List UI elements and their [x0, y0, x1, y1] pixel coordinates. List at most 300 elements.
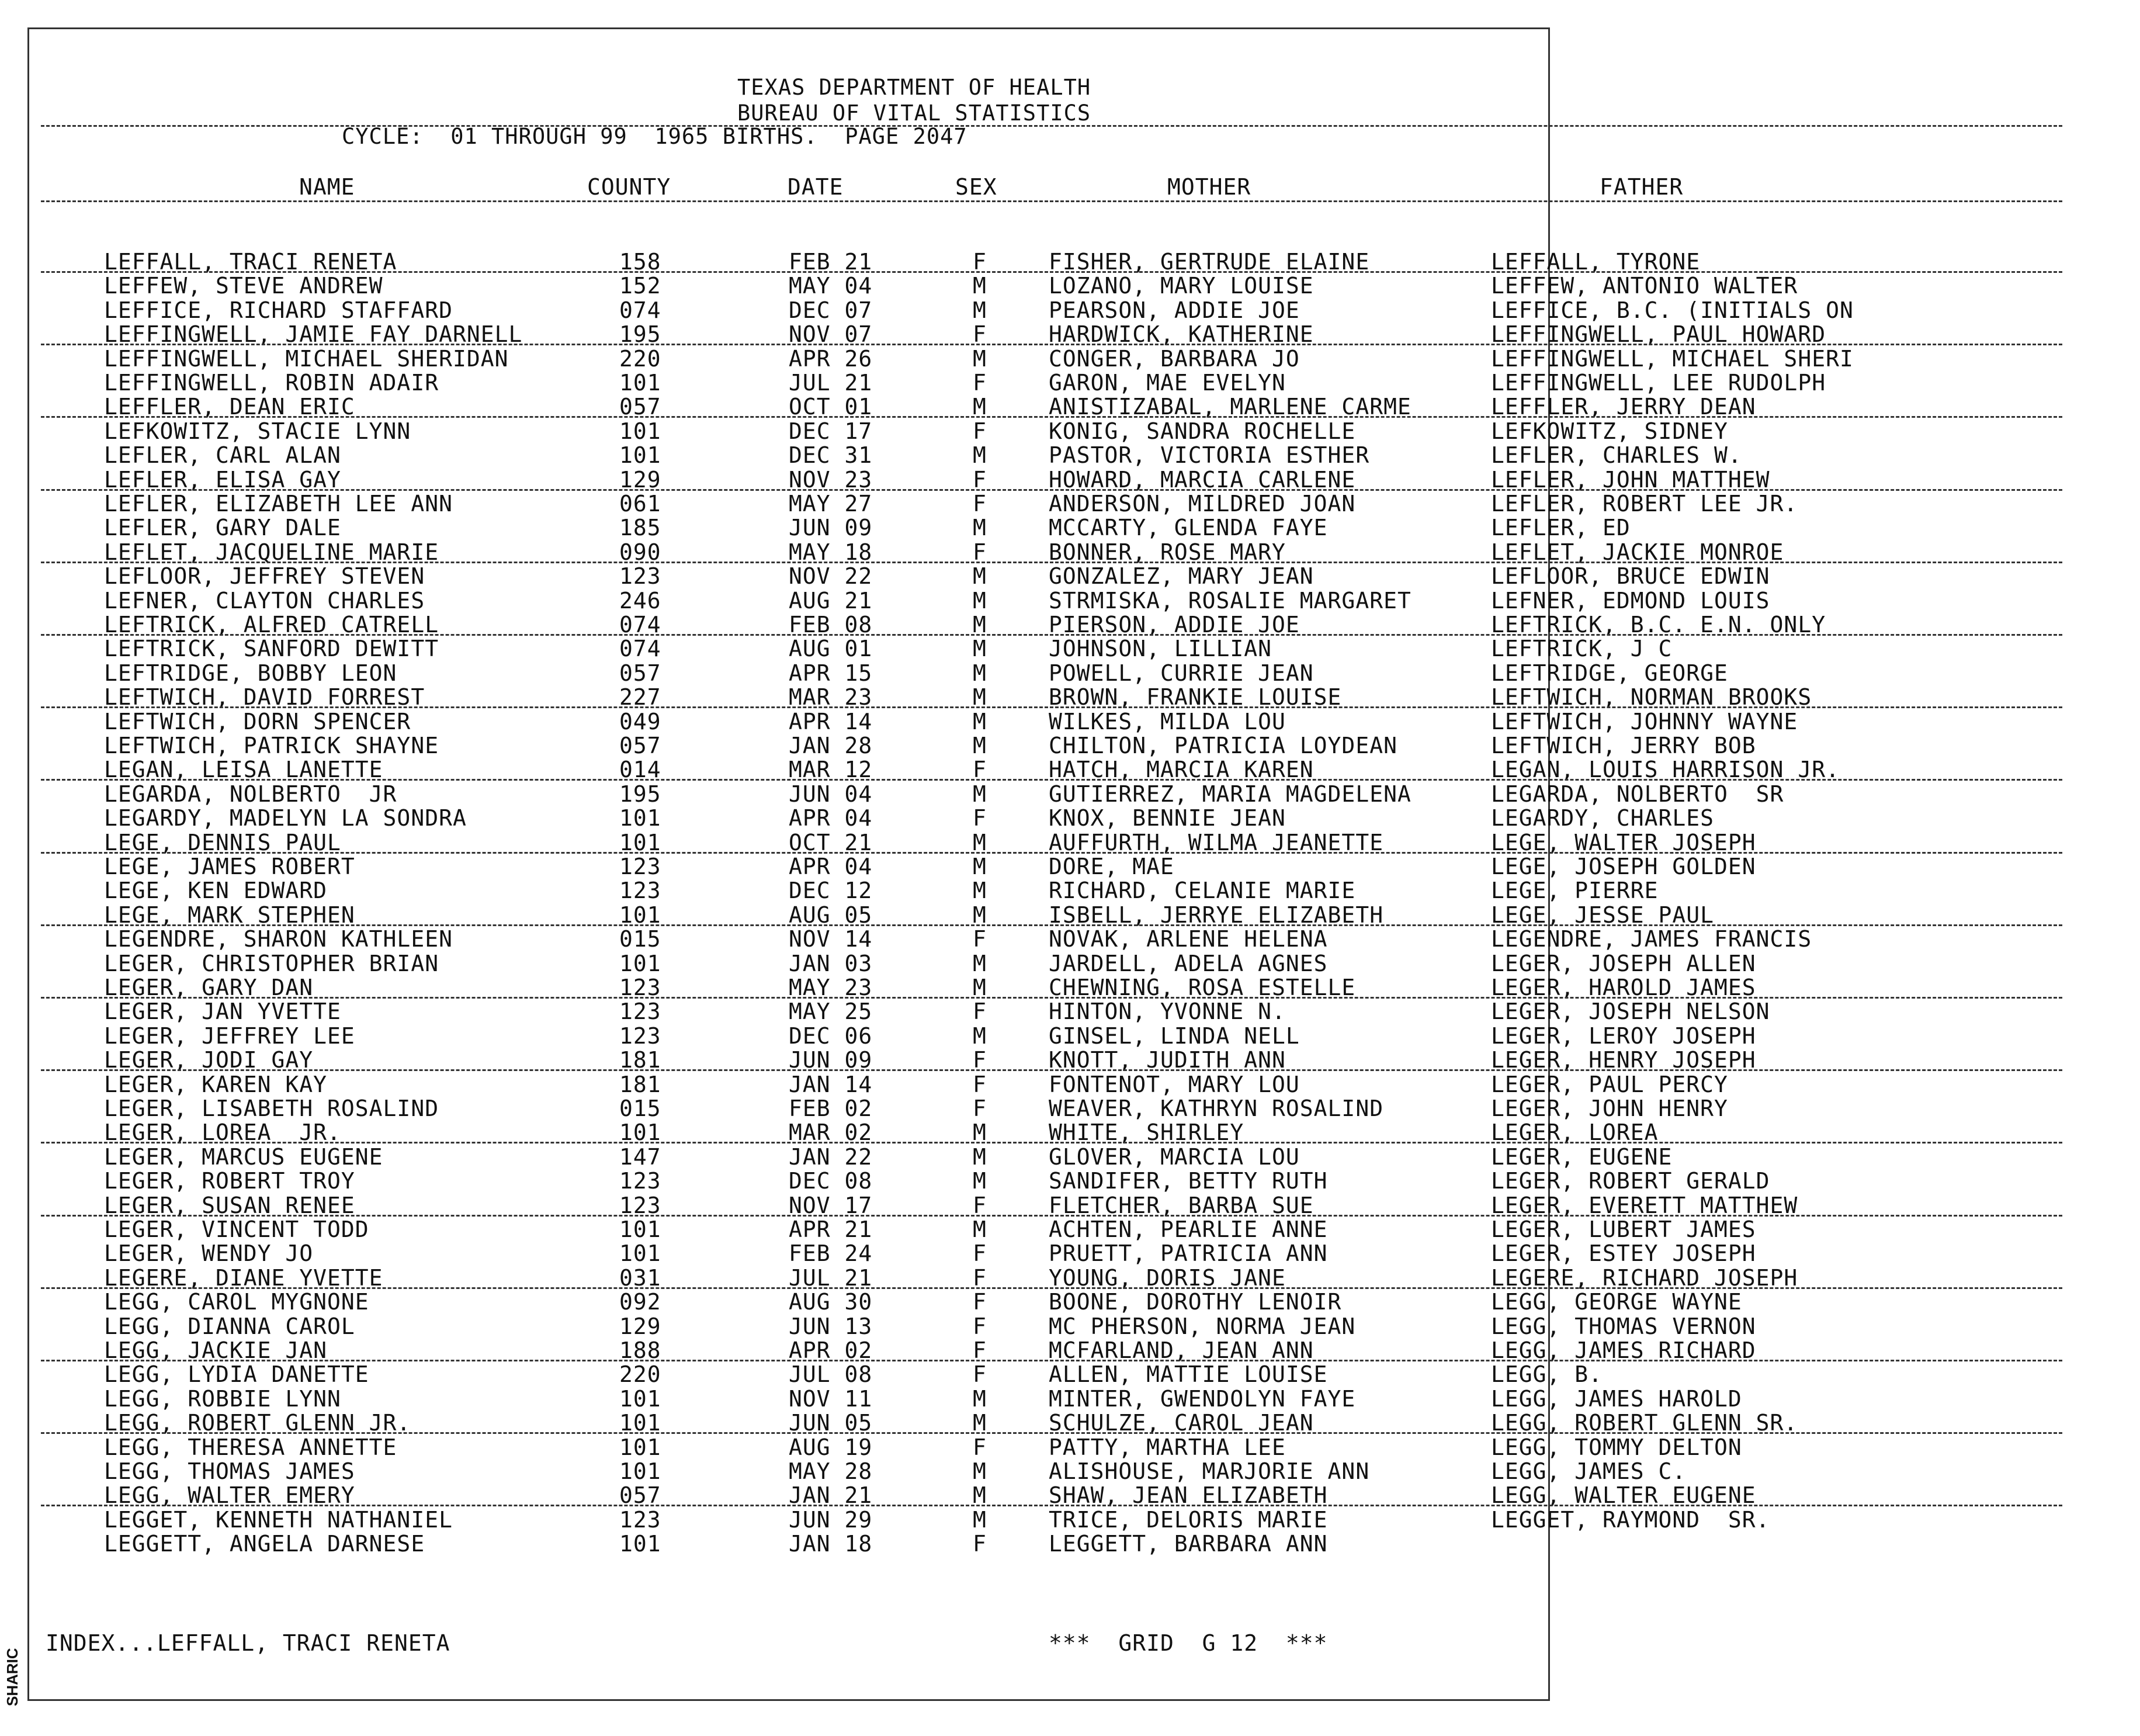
- cell-date: APR 02: [789, 1337, 873, 1363]
- cell-name: LEGER, SUSAN RENEE: [104, 1193, 355, 1218]
- cell-name: LEGER, JEFFREY LEE: [104, 1023, 355, 1049]
- cell-mother: FONTENOT, MARY LOU: [1049, 1072, 1300, 1097]
- cell-mother: ALISHOUSE, MARJORIE ANN: [1049, 1458, 1370, 1484]
- cell-mother: WHITE, SHIRLEY: [1049, 1120, 1244, 1145]
- cell-county: 074: [619, 297, 661, 323]
- cell-date: JAN 18: [789, 1531, 873, 1557]
- table-row: [0, 1387, 2140, 1411]
- cell-father: LEGG, THOMAS VERNON: [1491, 1314, 1756, 1339]
- cell-sex: M: [973, 854, 987, 879]
- cell-name: LEFNER, CLAYTON CHARLES: [104, 588, 425, 614]
- cell-mother: ALLEN, MATTIE LOUISE: [1049, 1361, 1328, 1387]
- cell-county: 181: [619, 1047, 661, 1073]
- cell-date: FEB 21: [789, 249, 873, 275]
- cell-county: 129: [619, 1314, 661, 1339]
- table-row: [0, 1290, 2140, 1314]
- cell-father: LEGE, JESSE PAUL: [1491, 902, 1715, 928]
- row-divider: [41, 1505, 2062, 1506]
- table-row: [0, 1024, 2140, 1048]
- cell-date: MAY 25: [789, 999, 873, 1024]
- cell-sex: F: [973, 926, 987, 952]
- table-row: [0, 540, 2140, 564]
- cell-name: LEGARDA, NOLBERTO JR: [104, 781, 397, 807]
- cell-date: OCT 01: [789, 394, 873, 420]
- cell-mother: MCCARTY, GLENDA FAYE: [1049, 515, 1328, 540]
- table-row: [0, 927, 2140, 951]
- cell-mother: HATCH, MARCIA KAREN: [1049, 757, 1314, 782]
- cell-sex: M: [973, 515, 987, 540]
- row-divider: [41, 779, 2062, 781]
- cell-name: LEFFINGWELL, ROBIN ADAIR: [104, 370, 439, 396]
- cell-name: LEGE, JAMES ROBERT: [104, 854, 355, 879]
- cell-date: APR 21: [789, 1217, 873, 1242]
- cell-sex: F: [973, 1047, 987, 1073]
- cell-mother: CONGER, BARBARA JO: [1049, 346, 1300, 372]
- cell-sex: M: [973, 902, 987, 928]
- cell-sex: M: [973, 346, 987, 372]
- table-row: [0, 492, 2140, 516]
- table-row: [0, 1436, 2140, 1460]
- table-row: [0, 952, 2140, 976]
- cell-sex: M: [973, 1217, 987, 1242]
- cell-sex: F: [973, 370, 987, 396]
- cell-sex: M: [973, 830, 987, 855]
- row-divider: [41, 1432, 2062, 1434]
- cell-date: DEC 06: [789, 1023, 873, 1049]
- cell-father: LEFTWICH, JOHNNY WAYNE: [1491, 709, 1798, 734]
- cell-mother: PIERSON, ADDIE JOE: [1049, 612, 1300, 637]
- table-row: [0, 1000, 2140, 1024]
- cell-county: 090: [619, 539, 661, 565]
- cell-father: LEFLOOR, BRUCE EDWIN: [1491, 563, 1770, 589]
- cell-father: LEFLET, JACKIE MONROE: [1491, 539, 1784, 565]
- cell-county: 101: [619, 830, 661, 855]
- cell-father: LEGER, LEROY JOSEPH: [1491, 1023, 1756, 1049]
- cell-mother: BROWN, FRANKIE LOUISE: [1049, 684, 1342, 710]
- cell-name: LEGER, MARCUS EUGENE: [104, 1144, 383, 1170]
- cell-father: LEGER, ROBERT GERALD: [1491, 1168, 1770, 1194]
- column-header-sex: SEX: [955, 174, 997, 200]
- cell-father: LEGER, PAUL PERCY: [1491, 1072, 1728, 1097]
- cell-name: LEGE, MARK STEPHEN: [104, 902, 355, 928]
- table-row: [0, 1339, 2140, 1363]
- cell-county: 158: [619, 249, 661, 275]
- cell-father: LEFLER, JOHN MATTHEW: [1491, 467, 1770, 493]
- cell-father: LEFFEW, ANTONIO WALTER: [1491, 273, 1798, 299]
- cell-father: LEGER, JOSEPH ALLEN: [1491, 951, 1756, 976]
- cell-mother: AUFFURTH, WILMA JEANETTE: [1049, 830, 1384, 855]
- cell-county: 123: [619, 999, 661, 1024]
- table-row: [0, 1315, 2140, 1339]
- table-row: [0, 395, 2140, 419]
- cell-sex: F: [973, 467, 987, 493]
- cell-mother: PRUETT, PATRICIA ANN: [1049, 1241, 1328, 1266]
- cell-county: 101: [619, 442, 661, 468]
- header-agency: TEXAS DEPARTMENT OF HEALTH: [737, 75, 1091, 100]
- cell-date: JUL 21: [789, 1265, 873, 1291]
- cell-county: 123: [619, 563, 661, 589]
- cell-mother: GINSEL, LINDA NELL: [1049, 1023, 1300, 1049]
- cell-date: DEC 31: [789, 442, 873, 468]
- cell-mother: PATTY, MARTHA LEE: [1049, 1434, 1286, 1460]
- cell-date: MAY 23: [789, 975, 873, 1000]
- cell-sex: F: [973, 249, 987, 275]
- cell-date: AUG 30: [789, 1289, 873, 1315]
- cell-sex: F: [973, 1241, 987, 1266]
- cell-date: MAY 28: [789, 1458, 873, 1484]
- cell-county: 049: [619, 709, 661, 734]
- table-row: [0, 661, 2140, 685]
- cell-name: LEGE, KEN EDWARD: [104, 878, 328, 903]
- cell-mother: WEAVER, KATHRYN ROSALIND: [1049, 1096, 1384, 1121]
- cell-sex: F: [973, 1289, 987, 1315]
- cell-father: LEGG, JAMES RICHARD: [1491, 1337, 1756, 1363]
- cell-mother: TRICE, DELORIS MARIE: [1049, 1507, 1328, 1533]
- cell-county: 123: [619, 854, 661, 879]
- cell-name: LEGG, THERESA ANNETTE: [104, 1434, 397, 1460]
- cell-name: LEGER, JAN YVETTE: [104, 999, 341, 1024]
- cell-mother: STRMISKA, ROSALIE MARGARET: [1049, 588, 1411, 614]
- cell-date: FEB 24: [789, 1241, 873, 1266]
- cell-sex: F: [973, 418, 987, 444]
- cell-name: LEGGETT, ANGELA DARNESE: [104, 1531, 425, 1557]
- cell-sex: F: [973, 1314, 987, 1339]
- cell-father: LEFFINGWELL, MICHAEL SHERI: [1491, 346, 1854, 372]
- cell-father: LEFNER, EDMOND LOUIS: [1491, 588, 1770, 614]
- cell-mother: JOHNSON, LILLIAN: [1049, 636, 1272, 661]
- cell-name: LEGER, LOREA JR.: [104, 1120, 341, 1145]
- cell-date: JAN 14: [789, 1072, 873, 1097]
- cell-name: LEFFINGWELL, MICHAEL SHERIDAN: [104, 346, 509, 372]
- cell-father: LEGARDY, CHARLES: [1491, 805, 1715, 831]
- cell-date: JUN 09: [789, 515, 873, 540]
- cell-name: LEFFALL, TRACI RENETA: [104, 249, 397, 275]
- cell-county: 015: [619, 1096, 661, 1121]
- cell-sex: F: [973, 1337, 987, 1363]
- cell-father: LEFTRICK, J C: [1491, 636, 1673, 661]
- cell-county: 220: [619, 1361, 661, 1387]
- cell-mother: HARDWICK, KATHERINE: [1049, 321, 1314, 347]
- cell-date: JAN 03: [789, 951, 873, 976]
- cell-mother: BOONE, DOROTHY LENOIR: [1049, 1289, 1342, 1315]
- cell-father: LEGGET, RAYMOND SR.: [1491, 1507, 1770, 1533]
- table-row: [0, 1145, 2140, 1169]
- column-header-divider: [41, 200, 2062, 202]
- table-row: [0, 323, 2140, 346]
- cell-mother: FISHER, GERTRUDE ELAINE: [1049, 249, 1370, 275]
- cell-date: APR 15: [789, 660, 873, 686]
- cell-sex: M: [973, 1120, 987, 1145]
- cell-date: DEC 08: [789, 1168, 873, 1194]
- cell-county: 123: [619, 1507, 661, 1533]
- cell-sex: M: [973, 878, 987, 903]
- cell-name: LEGG, ROBBIE LYNN: [104, 1386, 341, 1412]
- cell-father: LEGER, LUBERT JAMES: [1491, 1217, 1756, 1242]
- cell-father: LEFFINGWELL, LEE RUDOLPH: [1491, 370, 1826, 396]
- table-row: [0, 976, 2140, 1000]
- cell-name: LEGER, VINCENT TODD: [104, 1217, 369, 1242]
- cell-mother: ISBELL, JERRYE ELIZABETH: [1049, 902, 1384, 928]
- cell-father: LEGG, JAMES C.: [1491, 1458, 1687, 1484]
- table-row: [0, 371, 2140, 395]
- cell-sex: M: [973, 1482, 987, 1508]
- cell-sex: M: [973, 1458, 987, 1484]
- cell-name: LEFLER, CARL ALAN: [104, 442, 341, 468]
- cell-mother: MINTER, GWENDOLYN FAYE: [1049, 1386, 1356, 1412]
- cell-name: LEGG, CAROL MYGNONE: [104, 1289, 369, 1315]
- cell-sex: F: [973, 999, 987, 1024]
- cell-sex: F: [973, 805, 987, 831]
- cell-father: LEFFINGWELL, PAUL HOWARD: [1491, 321, 1826, 347]
- cell-sex: F: [973, 1531, 987, 1557]
- cell-sex: M: [973, 1168, 987, 1194]
- cell-county: 057: [619, 1482, 661, 1508]
- cell-county: 101: [619, 1531, 661, 1557]
- cell-date: FEB 08: [789, 612, 873, 637]
- table-row: [0, 1508, 2140, 1532]
- cell-sex: M: [973, 588, 987, 614]
- cell-name: LEFFICE, RICHARD STAFFARD: [104, 297, 453, 323]
- cell-father: LEGE, WALTER JOSEPH: [1491, 830, 1756, 855]
- cell-sex: F: [973, 491, 987, 517]
- cell-sex: M: [973, 612, 987, 637]
- cell-sex: M: [973, 273, 987, 299]
- cell-county: 101: [619, 418, 661, 444]
- cell-county: 101: [619, 1434, 661, 1460]
- table-row: [0, 250, 2140, 274]
- table-row: [0, 1073, 2140, 1097]
- cell-father: LEFFALL, TYRONE: [1491, 249, 1701, 275]
- table-row: [0, 879, 2140, 903]
- cell-mother: WILKES, MILDA LOU: [1049, 709, 1286, 734]
- cell-father: LEFLER, ED: [1491, 515, 1631, 540]
- cell-county: 152: [619, 273, 661, 299]
- cell-sex: F: [973, 1193, 987, 1218]
- cell-county: 220: [619, 346, 661, 372]
- cell-mother: HINTON, YVONNE N.: [1049, 999, 1286, 1024]
- cell-date: NOV 22: [789, 563, 873, 589]
- table-row: [0, 831, 2140, 855]
- cell-name: LEGGET, KENNETH NATHANIEL: [104, 1507, 453, 1533]
- header-cycle: CYCLE: 01 THROUGH 99 1965 BIRTHS. PAGE 2047: [342, 124, 967, 149]
- header-divider: [41, 125, 2062, 127]
- cell-county: 074: [619, 636, 661, 661]
- cell-father: LEFFICE, B.C. (INITIALS ON: [1491, 297, 1854, 323]
- cell-county: 092: [619, 1289, 661, 1315]
- cell-father: LEFTWICH, JERRY BOB: [1491, 733, 1756, 758]
- cell-date: APR 14: [789, 709, 873, 734]
- cell-name: LEGER, LISABETH ROSALIND: [104, 1096, 439, 1121]
- cell-sex: M: [973, 975, 987, 1000]
- cell-county: 195: [619, 781, 661, 807]
- cell-date: MAY 04: [789, 273, 873, 299]
- cell-date: MAR 23: [789, 684, 873, 710]
- cell-father: LEGE, JOSEPH GOLDEN: [1491, 854, 1756, 879]
- table-row: [0, 1048, 2140, 1072]
- row-divider: [41, 1069, 2062, 1071]
- table-row: [0, 758, 2140, 782]
- table-row: [0, 855, 2140, 879]
- table-row: [0, 613, 2140, 637]
- cell-father: LEFTRIDGE, GEORGE: [1491, 660, 1728, 686]
- cell-mother: CHILTON, PATRICIA LOYDEAN: [1049, 733, 1397, 758]
- cell-sex: F: [973, 1361, 987, 1387]
- cell-county: 246: [619, 588, 661, 614]
- cell-county: 185: [619, 515, 661, 540]
- cell-mother: HOWARD, MARCIA CARLENE: [1049, 467, 1356, 493]
- cell-name: LEFTWICH, DAVID FORREST: [104, 684, 425, 710]
- row-divider: [41, 706, 2062, 708]
- cell-father: LEFKOWITZ, SIDNEY: [1491, 418, 1728, 444]
- cell-name: LEFLER, GARY DALE: [104, 515, 341, 540]
- table-row: [0, 443, 2140, 467]
- cell-county: 057: [619, 733, 661, 758]
- cell-name: LEGENDRE, SHARON KATHLEEN: [104, 926, 453, 952]
- row-divider: [41, 344, 2062, 345]
- cell-name: LEGER, ROBERT TROY: [104, 1168, 355, 1194]
- cell-father: LEGG, B.: [1491, 1361, 1603, 1387]
- cell-name: LEFTRICK, ALFRED CATRELL: [104, 612, 439, 637]
- cell-county: 031: [619, 1265, 661, 1291]
- table-row: [0, 1218, 2140, 1242]
- cell-county: 123: [619, 1168, 661, 1194]
- cell-mother: CHEWNING, ROSA ESTELLE: [1049, 975, 1356, 1000]
- cell-father: LEGAN, LOUIS HARRISON JR.: [1491, 757, 1840, 782]
- cell-date: JUL 21: [789, 370, 873, 396]
- cell-father: LEFTRICK, B.C. E.N. ONLY: [1491, 612, 1826, 637]
- cell-mother: GARON, MAE EVELYN: [1049, 370, 1286, 396]
- cell-date: JAN 28: [789, 733, 873, 758]
- table-row: [0, 1266, 2140, 1290]
- cell-sex: F: [973, 1072, 987, 1097]
- table-row: [0, 1363, 2140, 1387]
- cell-date: NOV 23: [789, 467, 873, 493]
- cell-county: 129: [619, 467, 661, 493]
- cell-mother: KNOTT, JUDITH ANN: [1049, 1047, 1286, 1073]
- cell-sex: M: [973, 1507, 987, 1533]
- cell-father: LEGG, JAMES HAROLD: [1491, 1386, 1742, 1412]
- table-row: [0, 685, 2140, 709]
- cell-name: LEGG, LYDIA DANETTE: [104, 1361, 369, 1387]
- table-row: [0, 1484, 2140, 1508]
- cell-county: 061: [619, 491, 661, 517]
- cell-name: LEGG, WALTER EMERY: [104, 1482, 355, 1508]
- cell-name: LEFKOWITZ, STACIE LYNN: [104, 418, 411, 444]
- cell-father: LEGG, GEORGE WAYNE: [1491, 1289, 1742, 1315]
- cell-name: LEFTWICH, PATRICK SHAYNE: [104, 733, 439, 758]
- cell-father: LEGG, ROBERT GLENN SR.: [1491, 1410, 1798, 1436]
- cell-date: NOV 17: [789, 1193, 873, 1218]
- cell-mother: DORE, MAE: [1049, 854, 1174, 879]
- cell-name: LEGE, DENNIS PAUL: [104, 830, 341, 855]
- table-row: [0, 1242, 2140, 1266]
- cell-father: LEGER, HENRY JOSEPH: [1491, 1047, 1756, 1073]
- cell-mother: JARDELL, ADELA AGNES: [1049, 951, 1328, 976]
- cell-name: LEFLET, JACQUELINE MARIE: [104, 539, 439, 565]
- cell-mother: PEARSON, ADDIE JOE: [1049, 297, 1300, 323]
- cell-date: DEC 12: [789, 878, 873, 903]
- table-row: [0, 468, 2140, 492]
- cell-county: 195: [619, 321, 661, 347]
- table-row: [0, 806, 2140, 830]
- cell-sex: M: [973, 1410, 987, 1436]
- cell-mother: RICHARD, CELANIE MARIE: [1049, 878, 1356, 903]
- cell-sex: M: [973, 442, 987, 468]
- cell-date: NOV 11: [789, 1386, 873, 1412]
- cell-date: JAN 22: [789, 1144, 873, 1170]
- cell-sex: F: [973, 1265, 987, 1291]
- cell-date: APR 26: [789, 346, 873, 372]
- cell-father: LEFTWICH, NORMAN BROOKS: [1491, 684, 1812, 710]
- cell-name: LEFTWICH, DORN SPENCER: [104, 709, 411, 734]
- cell-mother: LEGGETT, BARBARA ANN: [1049, 1531, 1328, 1557]
- cell-date: MAY 18: [789, 539, 873, 565]
- cell-date: JUN 05: [789, 1410, 873, 1436]
- cell-father: LEFLER, ROBERT LEE JR.: [1491, 491, 1798, 517]
- column-header-date: DATE: [788, 174, 844, 200]
- cell-county: 123: [619, 975, 661, 1000]
- cell-mother: PASTOR, VICTORIA ESTHER: [1049, 442, 1370, 468]
- cell-name: LEGER, JODI GAY: [104, 1047, 314, 1073]
- cell-mother: ANISTIZABAL, MARLENE CARME: [1049, 394, 1411, 420]
- cell-date: JUN 09: [789, 1047, 873, 1073]
- side-stamp: SHARIC: [4, 1648, 21, 1706]
- cell-county: 101: [619, 1386, 661, 1412]
- cell-name: LEGER, CHRISTOPHER BRIAN: [104, 951, 439, 976]
- table-row: [0, 1169, 2140, 1193]
- cell-sex: M: [973, 781, 987, 807]
- cell-mother: SCHULZE, CAROL JEAN: [1049, 1410, 1314, 1436]
- cell-county: 181: [619, 1072, 661, 1097]
- cell-father: LEFLER, CHARLES W.: [1491, 442, 1742, 468]
- cell-name: LEFLOOR, JEFFREY STEVEN: [104, 563, 425, 589]
- table-row: [0, 782, 2140, 806]
- cell-sex: M: [973, 636, 987, 661]
- cell-name: LEFTRIDGE, BOBBY LEON: [104, 660, 397, 686]
- cell-father: LEGE, PIERRE: [1491, 878, 1659, 903]
- cell-name: LEGG, THOMAS JAMES: [104, 1458, 355, 1484]
- cell-date: NOV 07: [789, 321, 873, 347]
- cell-name: LEFFINGWELL, JAMIE FAY DARNELL: [104, 321, 523, 347]
- table-row: [0, 1194, 2140, 1218]
- table-row: [0, 1121, 2140, 1145]
- header-bureau: BUREAU OF VITAL STATISTICS: [737, 101, 1091, 126]
- cell-mother: SANDIFER, BETTY RUTH: [1049, 1168, 1328, 1194]
- table-row: [0, 1460, 2140, 1484]
- cell-sex: F: [973, 321, 987, 347]
- cell-mother: GONZALEZ, MARY JEAN: [1049, 563, 1314, 589]
- cell-mother: YOUNG, DORIS JANE: [1049, 1265, 1286, 1291]
- cell-county: 101: [619, 1217, 661, 1242]
- cell-county: 188: [619, 1337, 661, 1363]
- cell-father: LEGG, WALTER EUGENE: [1491, 1482, 1756, 1508]
- cell-father: LEGER, JOSEPH NELSON: [1491, 999, 1770, 1024]
- row-divider: [41, 1142, 2062, 1144]
- cell-mother: BONNER, ROSE MARY: [1049, 539, 1286, 565]
- cell-father: LEGARDA, NOLBERTO SR: [1491, 781, 1784, 807]
- table-row: [0, 564, 2140, 588]
- cell-name: LEFLER, ELIZABETH LEE ANN: [104, 491, 453, 517]
- cell-name: LEGER, KAREN KAY: [104, 1072, 328, 1097]
- cell-name: LEFTRICK, SANFORD DEWITT: [104, 636, 439, 661]
- cell-date: AUG 21: [789, 588, 873, 614]
- cell-name: LEGG, JACKIE JAN: [104, 1337, 328, 1363]
- cell-name: LEGG, ROBERT GLENN JR.: [104, 1410, 411, 1436]
- cell-date: MAY 27: [789, 491, 873, 517]
- cell-mother: LOZANO, MARY LOUISE: [1049, 273, 1314, 299]
- cell-date: FEB 02: [789, 1096, 873, 1121]
- cell-sex: M: [973, 563, 987, 589]
